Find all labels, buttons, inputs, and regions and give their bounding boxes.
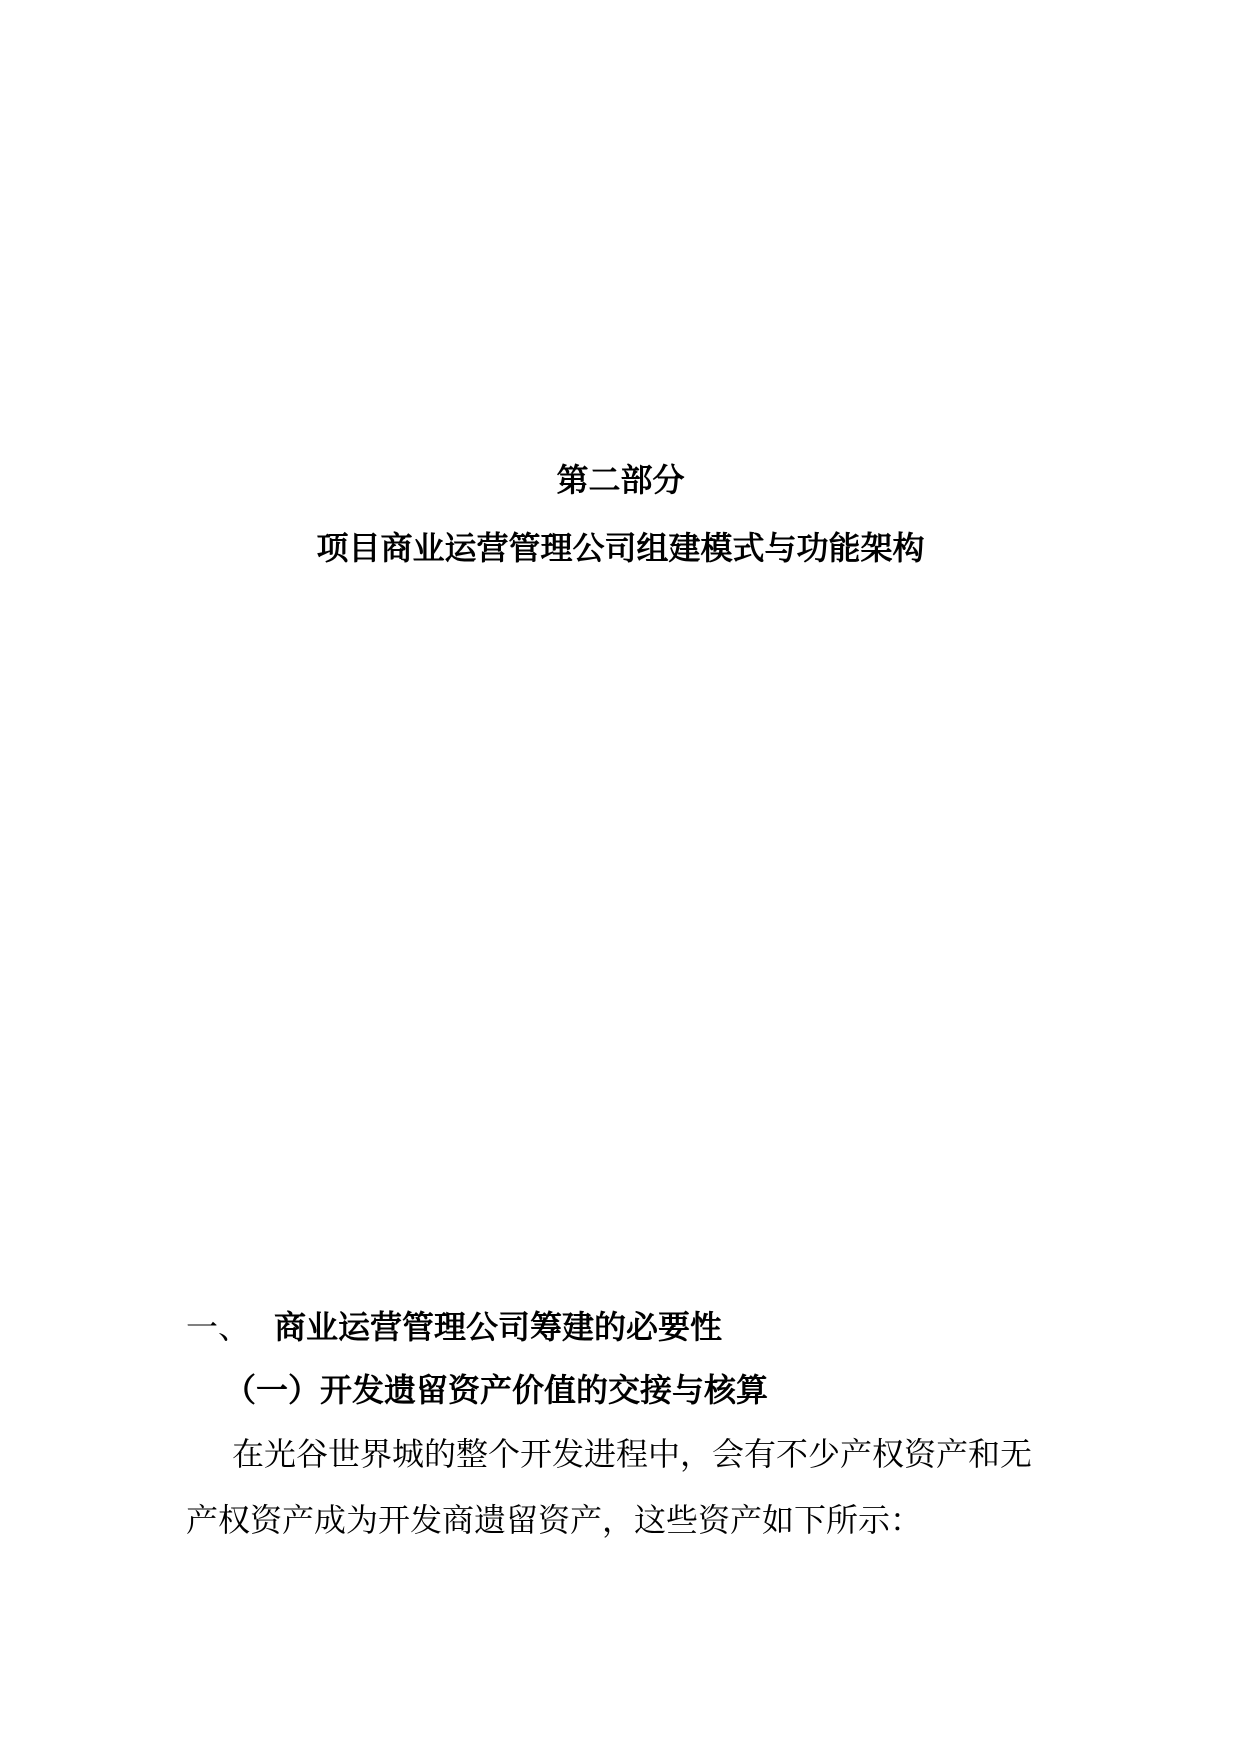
section-title: 商业运营管理公司筹建的必要性 bbox=[274, 1308, 723, 1346]
paragraph-line: 产权资产成为开发商遗留资产，这些资产如下所示： bbox=[186, 1501, 923, 1539]
section-number: 一、 bbox=[186, 1308, 251, 1346]
part-subtitle: 项目商业运营管理公司组建模式与功能架构 bbox=[316, 529, 925, 567]
part-heading: 第二部分 bbox=[556, 461, 685, 499]
subsection-heading: （一）开发遗留资产价值的交接与核算 bbox=[224, 1371, 769, 1409]
section-heading bbox=[186, 1307, 722, 1347]
paragraph-line: 在光谷世界城的整个开发进程中，会有不少产权资产和无 bbox=[232, 1435, 1033, 1473]
